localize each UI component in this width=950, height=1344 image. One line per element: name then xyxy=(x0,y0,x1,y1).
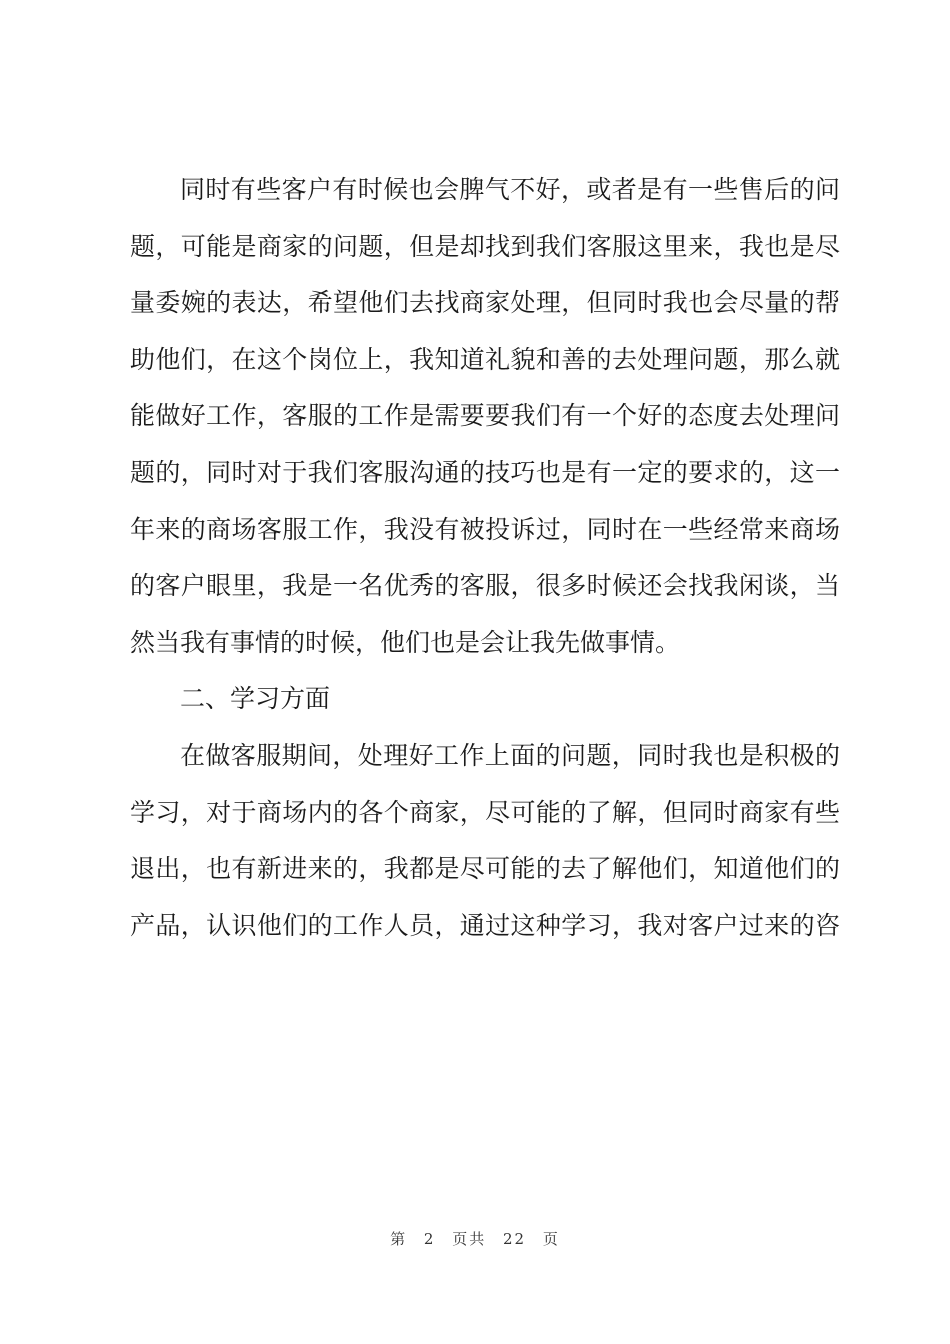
page-footer xyxy=(0,1228,950,1249)
text-line: 同时有些客户有时候也会脾气不好，或者是有一些售后的问 xyxy=(180,175,840,204)
footer-suffix: 页 xyxy=(542,1230,560,1248)
paragraph-customer-service xyxy=(130,162,840,671)
document-body xyxy=(130,162,840,954)
text-line: 学习，对于商场内的各个商家，尽可能的了解，但同时商家有些 xyxy=(130,797,840,827)
text-line: 年来的商场客服工作，我没有被投诉过，同时在一些经常来商场 xyxy=(130,514,840,544)
text-line: 产品，认识他们的工作人员，通过这种学习，我对客户过来的咨 xyxy=(130,910,840,940)
section-heading-learning xyxy=(130,671,840,728)
footer-total-pages: 22 xyxy=(503,1230,527,1248)
text-line: 题，可能是商家的问题，但是却找到我们客服这里来，我也是尽 xyxy=(130,231,840,261)
footer-middle: 页共 xyxy=(452,1230,487,1248)
text-line: 然当我有事情的时候，他们也是会让我先做事情。 xyxy=(130,627,681,657)
text-line: 在做客服期间，处理好工作上面的问题，同时我也是积极的 xyxy=(180,740,840,770)
footer-prefix: 第 xyxy=(390,1230,408,1248)
text-line: 助他们，在这个岗位上，我知道礼貌和善的去处理问题，那么就 xyxy=(130,344,840,374)
text-line: 题的，同时对于我们客服沟通的技巧也是有一定的要求的，这一 xyxy=(130,457,840,487)
text-line: 能做好工作，客服的工作是需要要我们有一个好的态度去处理问 xyxy=(130,401,840,431)
section-heading: 二、学习方面 xyxy=(180,684,331,714)
text-line: 量委婉的表达，希望他们去找商家处理，但同时我也会尽量的帮 xyxy=(130,288,840,318)
footer-current-page: 2 xyxy=(423,1230,436,1248)
text-line: 退出，也有新进来的，我都是尽可能的去了解他们，知道他们的 xyxy=(130,854,840,884)
paragraph-learning xyxy=(130,728,840,954)
text-line: 的客户眼里，我是一名优秀的客服，很多时候还会找我闲谈，当 xyxy=(130,571,840,601)
